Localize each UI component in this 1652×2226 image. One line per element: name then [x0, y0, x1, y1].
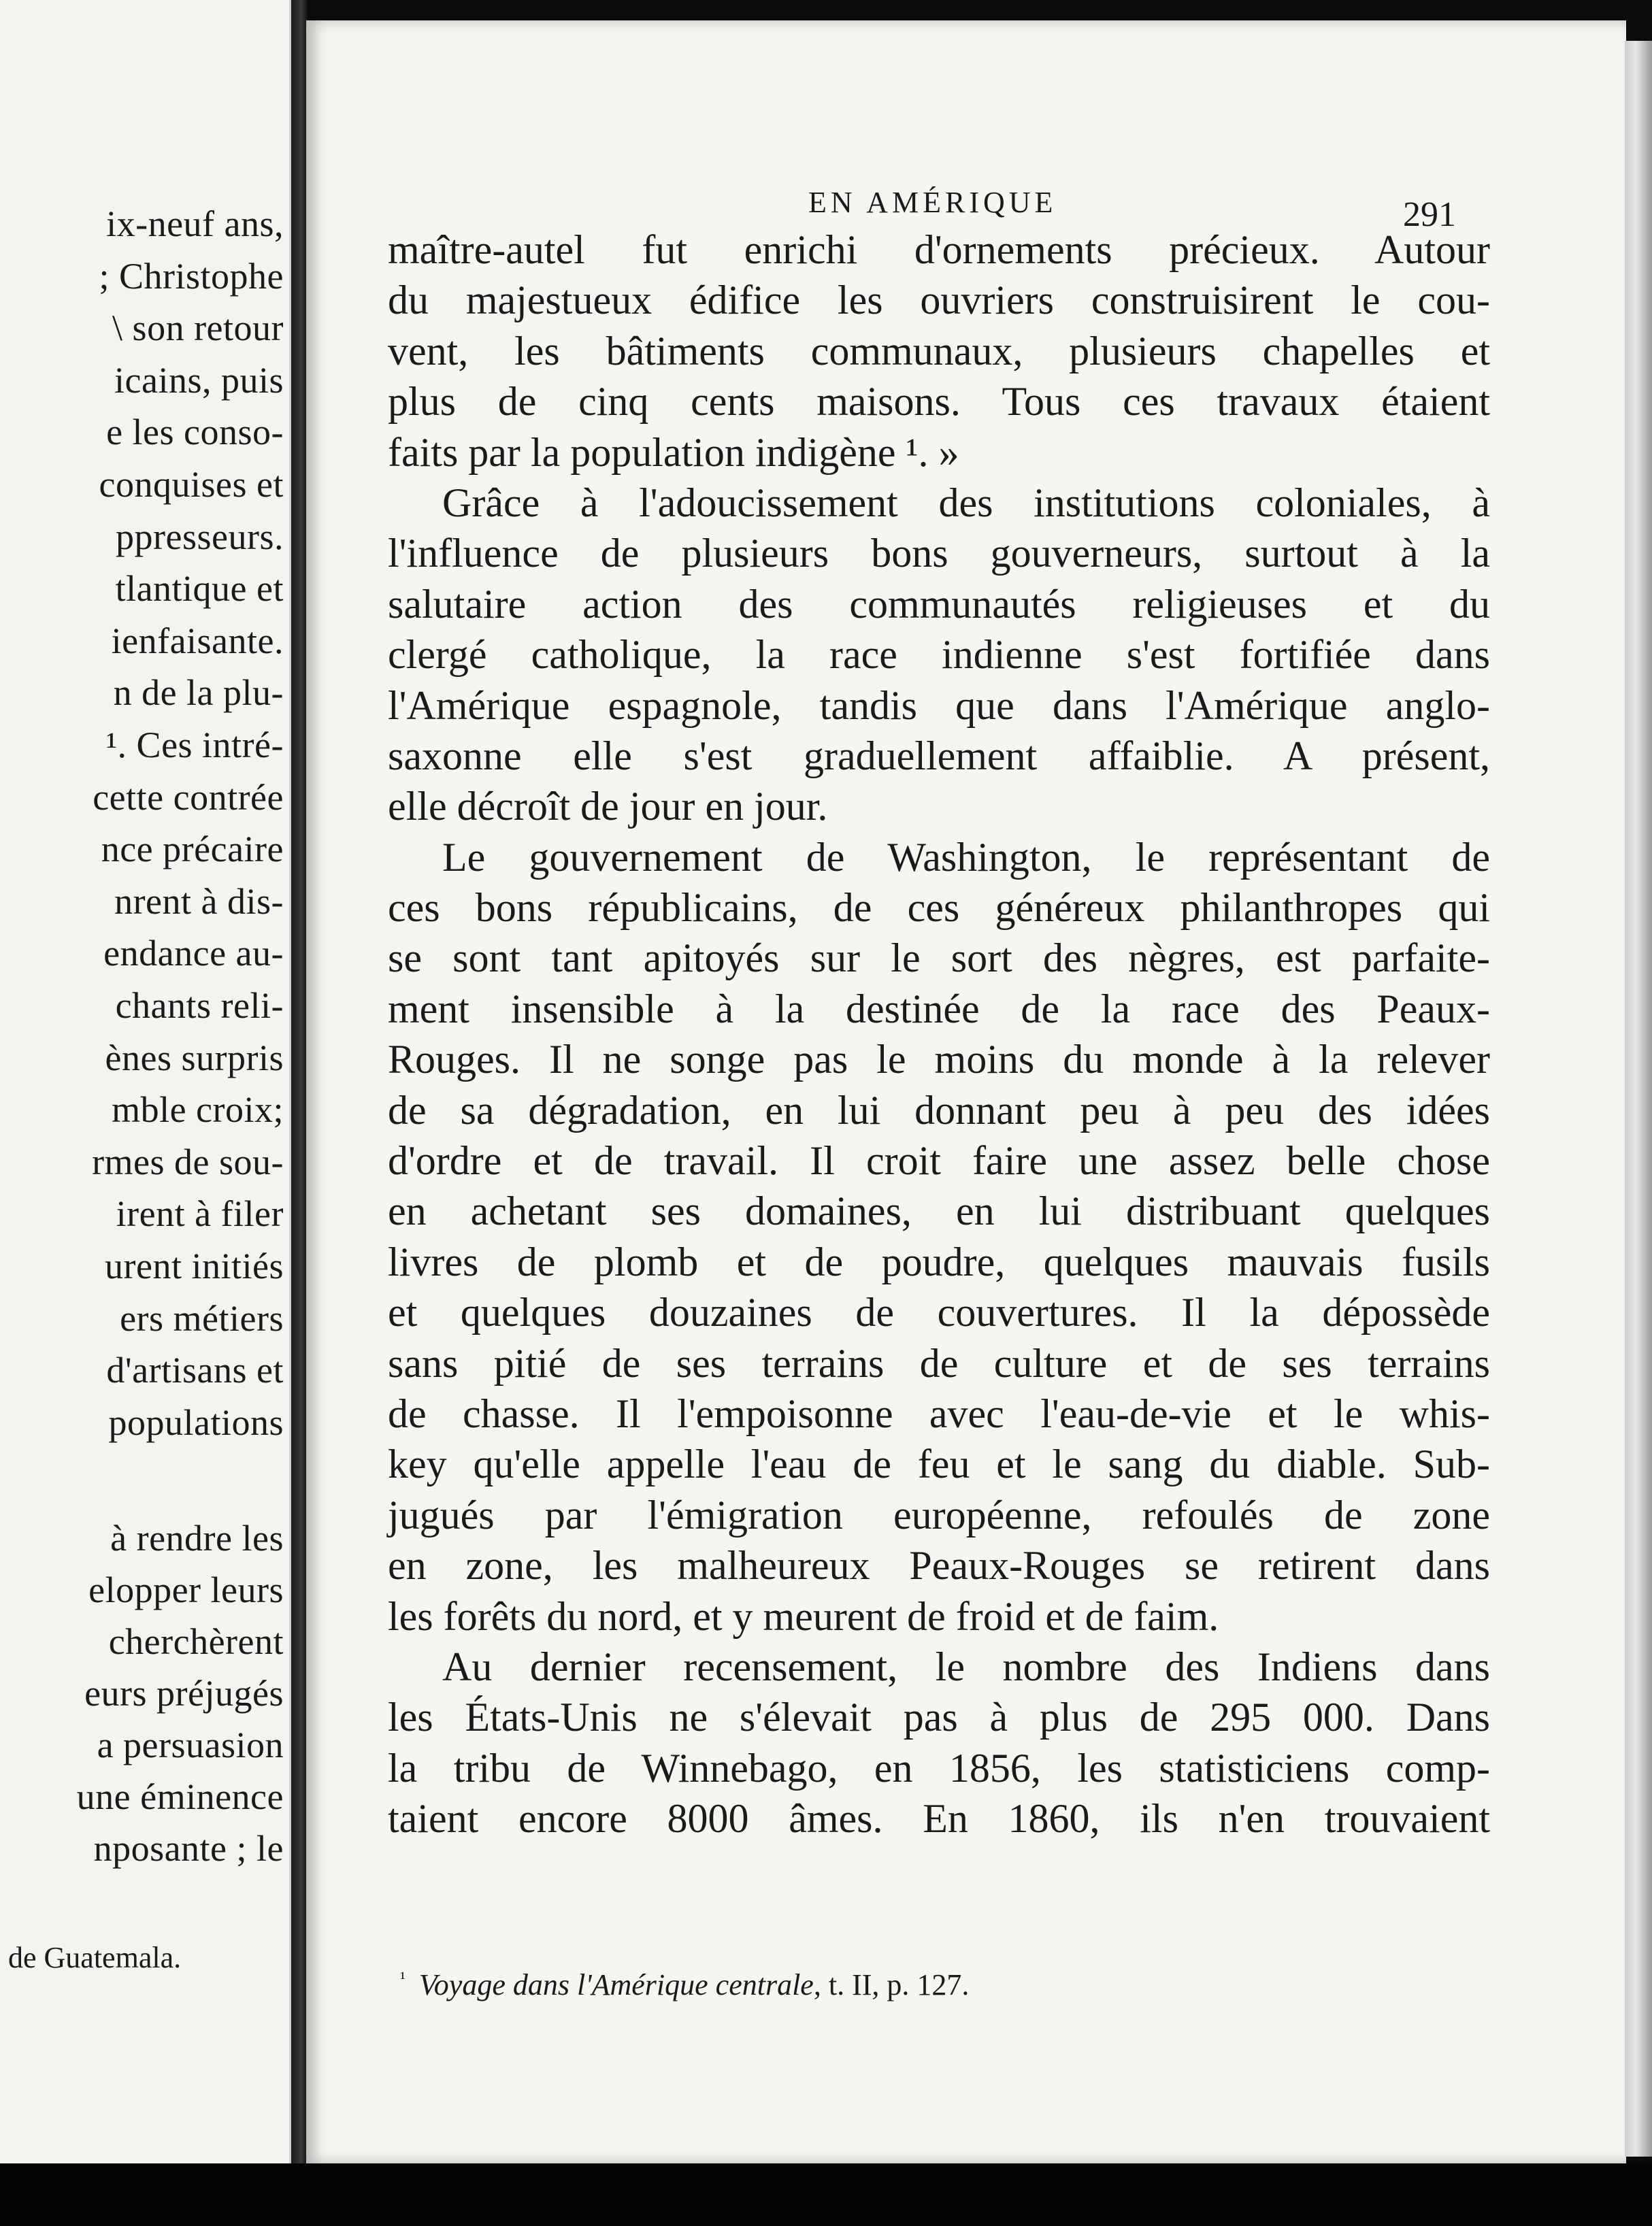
text-line: saxonne elle s'est graduellement affaiblie. A présent, [388, 733, 1490, 778]
text-line: en zone, les malheureux Peaux-Rouges se retirent dans [388, 1543, 1490, 1589]
previous-page-line: ppresseurs. [116, 516, 284, 557]
previous-page-line: ènes surpris [105, 1037, 284, 1078]
text-line: salutaire action des communautés religieuses et du [388, 581, 1490, 627]
text-line: maître-autel fut enrichi d'ornements précieux. Autour [388, 227, 1490, 272]
previous-page-line: eurs préjugés [84, 1673, 284, 1714]
previous-page-line: irent à filer [116, 1193, 284, 1235]
text-line: jugués par l'émigration européenne, refoulés de zone [388, 1492, 1490, 1538]
scan-border [0, 2163, 1652, 2226]
previous-page-line: elopper leurs [88, 1569, 284, 1610]
text-line: Au dernier recensement, le nombre des Indiens dans [442, 1644, 1490, 1689]
text-line: la tribu de Winnebago, en 1856, les statisticiens comp- [388, 1745, 1490, 1791]
previous-page-line: tlantique et [115, 568, 284, 610]
text-line: clergé catholique, la race indienne s'est fortifiée dans [388, 632, 1490, 678]
body-text [388, 225, 1490, 1844]
previous-page-line: populations [108, 1401, 284, 1443]
footnote-reference: , t. II, p. 127. [813, 1968, 970, 2001]
text-line: ment insensible à la destinée de la race des Peaux- [388, 986, 1490, 1031]
book-gutter [291, 0, 308, 2177]
previous-page-line: conquises et [99, 464, 284, 505]
text-line: plus de cinq cents maisons. Tous ces travaux étaient [388, 379, 1490, 425]
text-line: Grâce à l'adoucissement des institutions coloniales, à [442, 480, 1490, 525]
previous-page-line: n de la plu- [113, 672, 284, 714]
text-line: en achetant ses domaines, en lui distribuant quelques [388, 1189, 1490, 1234]
footnote-marker: ¹ [400, 1968, 406, 1989]
previous-page-line: ¹. Ces intré- [105, 725, 284, 765]
previous-page-line: nce précaire [101, 829, 284, 870]
previous-page-footnote: de Guatemala. [8, 1941, 182, 1974]
previous-page-line: urent initiés [105, 1246, 284, 1286]
text-line: faits par la population indigène ¹. » [388, 429, 959, 475]
previous-page-line: a persuasion [97, 1725, 284, 1765]
text-line: vent, les bâtiments communaux, plusieurs chapelles et [388, 328, 1490, 373]
previous-page-line: à rendre les [110, 1518, 284, 1559]
previous-page-line: ienfaisante. [111, 620, 284, 661]
previous-page-fragment [0, 0, 292, 2177]
text-line: taient encore 8000 âmes. En 1860, ils n'en trouvaient [388, 1796, 1490, 1842]
text-line: les forêts du nord, et y meurent de froid et de faim. [388, 1593, 1219, 1639]
previous-page-line: une éminence [76, 1776, 284, 1817]
text-line: l'influence de plusieurs bons gouverneurs, surtout à la [388, 531, 1490, 576]
text-line: ces bons républicains, de ces généreux philanthropes qui [388, 885, 1490, 931]
previous-page-line: ; Christophe [99, 255, 284, 297]
previous-page-line: cette contrée [93, 776, 284, 818]
text-line: livres de plomb et de poudre, quelques mauvais fusils [388, 1239, 1490, 1284]
running-head: EN AMÉRIQUE [808, 186, 1057, 219]
previous-page-line: d'artisans et [106, 1350, 284, 1391]
previous-page-line: rmes de sou- [92, 1141, 284, 1182]
text-line: se sont tant apitoyés sur le sort des nègres, est parfaite- [388, 935, 1490, 981]
previous-page-line: mble croix; [112, 1089, 284, 1131]
text-line: de chasse. Il l'empoisonne avec l'eau-de-vie et le whis- [388, 1391, 1490, 1436]
page-edges [1625, 41, 1652, 2157]
text-line: de sa dégradation, en lui donnant peu à peu des idées [388, 1087, 1490, 1133]
text-line: et quelques douzaines de couvertures. Il la dépossède [388, 1290, 1490, 1335]
text-line: Rouges. Il ne songe pas le moins du monde à la relever [388, 1037, 1490, 1082]
text-line: les États-Unis ne s'élevait pas à plus de 295 000. Dans [388, 1695, 1490, 1740]
previous-page-line: ers métiers [120, 1297, 284, 1339]
footnote-title: Voyage dans l'Amérique centrale [418, 1968, 814, 2001]
previous-page-line: \ son retour [112, 308, 284, 349]
previous-page-line: icains, puis [114, 359, 284, 401]
text-line: d'ordre et de travail. Il croit faire une assez belle chose [388, 1138, 1490, 1184]
footnote [400, 1967, 969, 2002]
page-number: 291 [1403, 195, 1456, 234]
previous-page-line: e les conso- [106, 412, 284, 453]
text-line: key qu'elle appelle l'eau de feu et le sang du diable. Sub- [388, 1442, 1490, 1487]
previous-page-line: nrent à dis- [114, 880, 284, 922]
previous-page-line: cherchèrent [108, 1621, 284, 1662]
book-page [306, 20, 1626, 2163]
previous-page-line: endance au- [103, 933, 284, 974]
text-line: du majestueux édifice les ouvriers construisirent le cou- [388, 278, 1490, 323]
text-line: Le gouvernement de Washington, le représentant de [442, 834, 1490, 880]
previous-page-line: chants reli- [115, 985, 284, 1026]
previous-page-line: nposante ; le [93, 1828, 284, 1869]
previous-page-line: ix-neuf ans, [106, 203, 284, 244]
text-line: elle décroît de jour en jour. [388, 784, 828, 829]
text-line: l'Amérique espagnole, tandis que dans l'Amérique anglo- [388, 682, 1490, 728]
text-line: sans pitié de ses terrains de culture et de ses terrains [388, 1340, 1490, 1386]
